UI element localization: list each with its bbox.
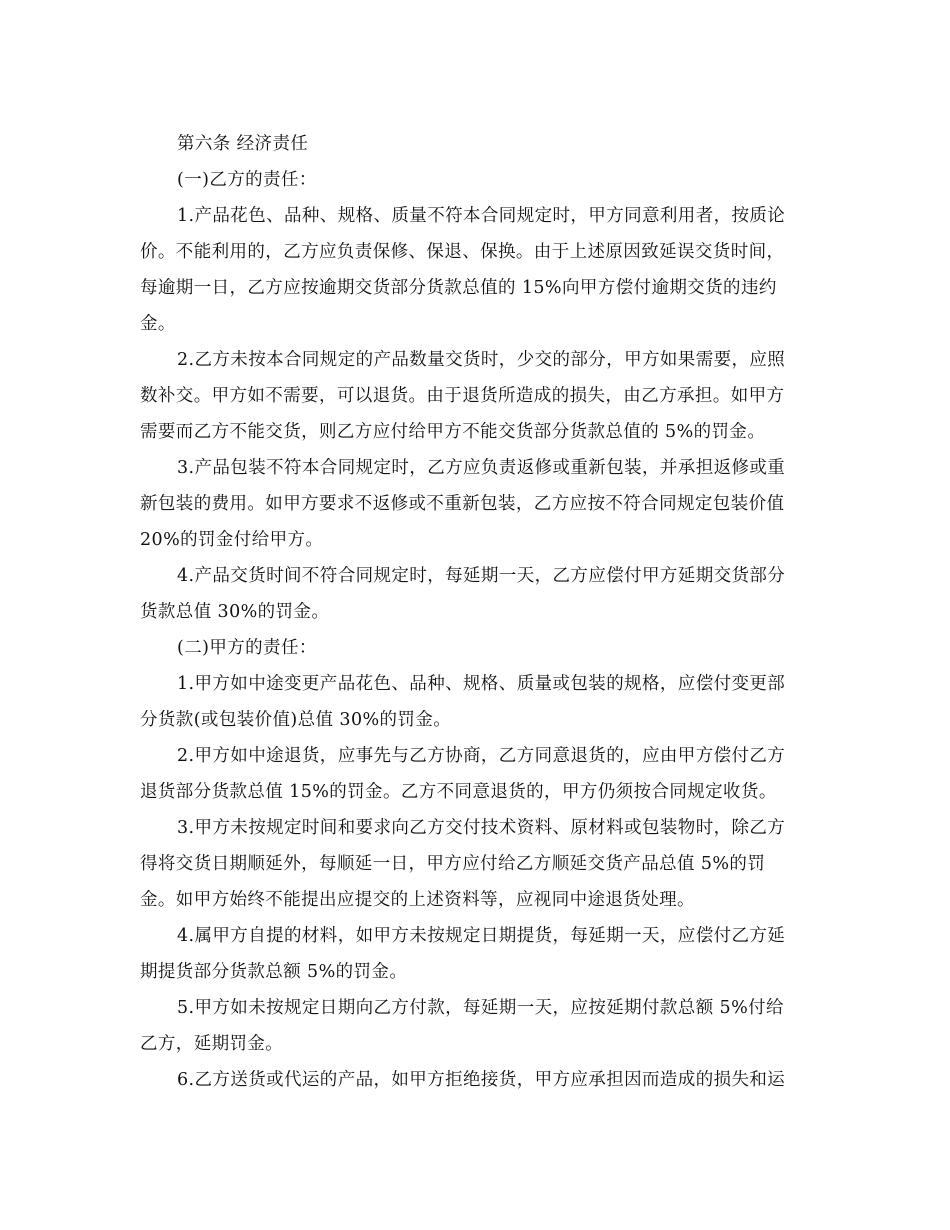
text-line: 2.甲方如中途退货，应事先与乙方协商，乙方同意退货的，应由甲方偿付乙方 bbox=[177, 746, 786, 766]
text-line: 每逾期一日，乙方应按逾期交货部分货款总值的 15%向甲方偿付逾期交货的违约 bbox=[140, 278, 777, 298]
text-line: 金。 bbox=[140, 314, 176, 334]
text-line: 第六条 经济责任 bbox=[177, 134, 309, 154]
text-line: 期提货部分货款总额 5%的罚金。 bbox=[140, 962, 408, 982]
text-line: 3.甲方未按规定时间和要求向乙方交付技术资料、原材料或包装物时，除乙方 bbox=[177, 818, 786, 838]
text-line: 5.甲方如未按规定日期向乙方付款，每延期一天，应按延期付款总额 5%付给 bbox=[177, 998, 784, 1018]
text-line: 20%的罚金付给甲方。 bbox=[140, 530, 324, 550]
text-line: 退货部分货款总值 15%的罚金。乙方不同意退货的，甲方仍须按合同规定收货。 bbox=[140, 782, 777, 802]
text-line: (二)甲方的责任： bbox=[177, 638, 317, 658]
text-line: 2.乙方未按本合同规定的产品数量交货时，少交的部分，甲方如果需要，应照 bbox=[177, 350, 786, 370]
text-line: (一)乙方的责任： bbox=[177, 170, 317, 190]
text-line: 3.产品包装不符本合同规定时，乙方应负责返修或重新包装，并承担返修或重 bbox=[177, 458, 786, 478]
text-line: 价。不能利用的，乙方应负责保修、保退、保换。由于上述原因致延误交货时间， bbox=[140, 242, 785, 262]
text-line: 金。如甲方始终不能提出应提交的上述资料等，应视同中途退货处理。 bbox=[140, 890, 695, 910]
text-line: 新包装的费用。如甲方要求不返修或不重新包装，乙方应按不符合同规定包装价值 bbox=[140, 494, 785, 514]
text-line: 得将交货日期顺延外，每顺延一日，甲方应付给乙方顺延交货产品总值 5%的罚 bbox=[140, 854, 766, 874]
text-line: 4.产品交货时间不符合同规定时，每延期一天，乙方应偿付甲方延期交货部分 bbox=[177, 566, 786, 586]
text-line: 1.甲方如中途变更产品花色、品种、规格、质量或包装的规格，应偿付变更部 bbox=[177, 674, 786, 694]
text-line: 数补交。甲方如不需要，可以退货。由于退货所造成的损失，由乙方承担。如甲方 bbox=[140, 386, 785, 406]
text-line: 乙方，延期罚金。 bbox=[140, 1034, 284, 1054]
text-line: 分货款(或包装价值)总值 30%的罚金。 bbox=[140, 710, 452, 730]
text-line: 6.乙方送货或代运的产品，如甲方拒绝接货，甲方应承担因而造成的损失和运 bbox=[177, 1070, 786, 1090]
text-line: 货款总值 30%的罚金。 bbox=[140, 602, 330, 622]
text-line: 1.产品花色、品种、规格、质量不符本合同规定时，甲方同意利用者，按质论 bbox=[177, 206, 786, 226]
text-line: 需要而乙方不能交货，则乙方应付给甲方不能交货部分货款总值的 5%的罚金。 bbox=[140, 422, 766, 442]
text-line: 4.属甲方自提的材料，如甲方未按规定日期提货，每延期一天，应偿付乙方延 bbox=[177, 926, 786, 946]
document-body bbox=[140, 126, 816, 1098]
